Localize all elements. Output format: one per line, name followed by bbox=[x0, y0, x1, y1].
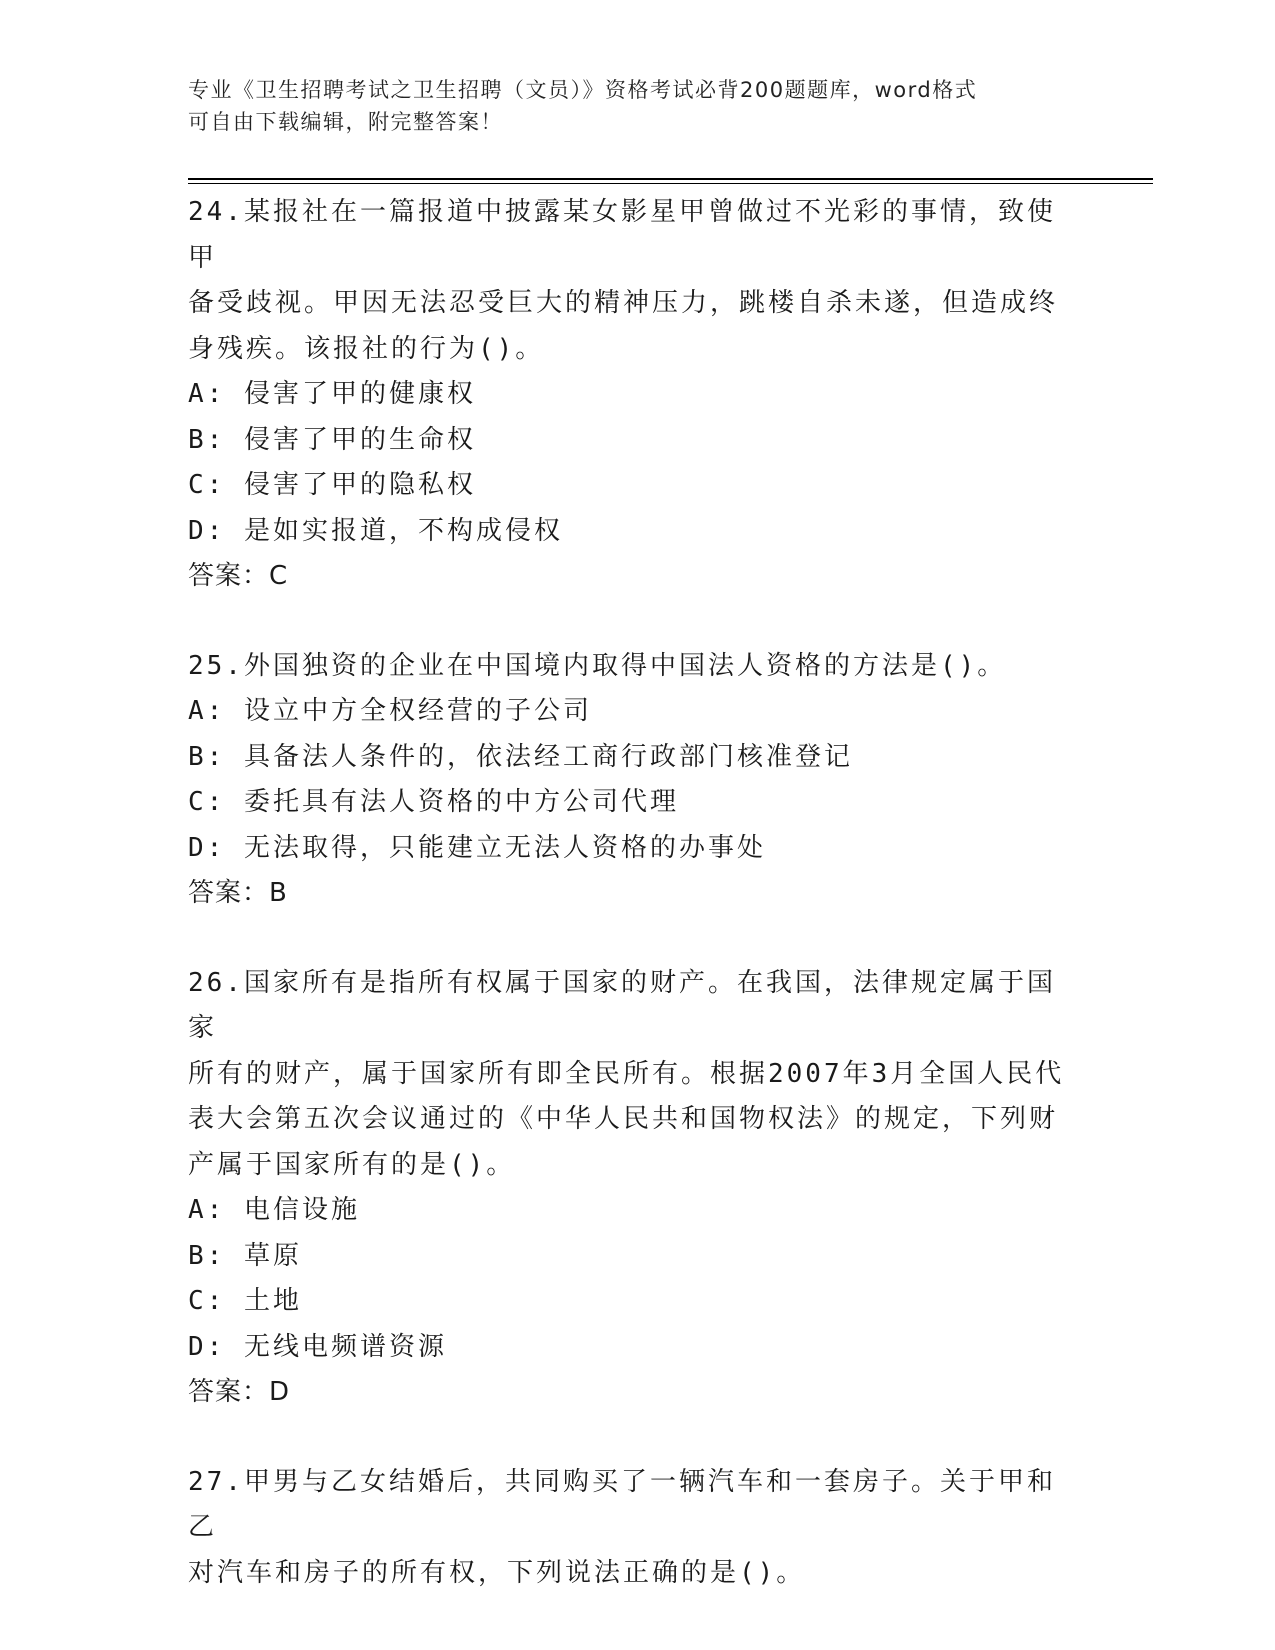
question-text-line: 对汽车和房子的所有权，下列说法正确的是()。 bbox=[188, 1557, 806, 1588]
header-rule-thin bbox=[188, 183, 1153, 184]
option-a: A: 电信设施 bbox=[188, 1195, 360, 1225]
option-d: D: 无线电频谱资源 bbox=[188, 1331, 447, 1362]
question-text-line: 身残疾。该报社的行为()。 bbox=[188, 333, 545, 364]
question-25 bbox=[188, 644, 1068, 917]
header-line-2: 可自由下载编辑，附完整答案！ bbox=[188, 110, 503, 134]
question-text-line: 表大会第五次会议通过的《中华人民共和国物权法》的规定，下列财 bbox=[188, 1104, 1059, 1134]
question-text-line: 产属于国家所有的是()。 bbox=[188, 1149, 516, 1180]
spacer bbox=[188, 1416, 1068, 1460]
option-d: D: 无法取得，只能建立无法人资格的办事处 bbox=[188, 832, 766, 863]
question-list bbox=[188, 190, 1068, 1596]
answer: 答案：C bbox=[188, 561, 289, 591]
option-c: C: 侵害了甲的隐私权 bbox=[188, 470, 476, 500]
header-rule-thick bbox=[188, 178, 1153, 180]
question-26 bbox=[188, 961, 1068, 1416]
question-text-line: 25.外国独资的企业在中国境内取得中国法人资格的方法是()。 bbox=[188, 650, 1007, 681]
option-c: C: 委托具有法人资格的中方公司代理 bbox=[188, 787, 679, 817]
spacer bbox=[188, 600, 1068, 644]
spacer bbox=[188, 917, 1068, 961]
question-27 bbox=[188, 1460, 1068, 1597]
answer: 答案：B bbox=[188, 878, 288, 908]
question-text-line: 备受歧视。甲因无法忍受巨大的精神压力，跳楼自杀未遂，但造成终 bbox=[188, 288, 1059, 318]
question-text-line: 24.某报社在一篇报道中披露某女影星甲曾做过不光彩的事情，致使甲 bbox=[188, 197, 1056, 273]
document-header bbox=[188, 74, 1068, 138]
question-text-line: 26.国家所有是指所有权属于国家的财产。在我国，法律规定属于国家 bbox=[188, 967, 1056, 1043]
option-d: D: 是如实报道，不构成侵权 bbox=[188, 515, 563, 546]
option-b: B: 侵害了甲的生命权 bbox=[188, 424, 476, 455]
header-line-1: 专业《卫生招聘考试之卫生招聘（文员）》资格考试必背200题题库，word格式 bbox=[188, 78, 978, 102]
question-24 bbox=[188, 190, 1068, 600]
question-text-line: 27.甲男与乙女结婚后，共同购买了一辆汽车和一套房子。关于甲和乙 bbox=[188, 1466, 1056, 1542]
option-a: A: 设立中方全权经营的子公司 bbox=[188, 696, 592, 726]
question-text-line: 所有的财产，属于国家所有即全民所有。根据2007年3月全国人民代 bbox=[188, 1058, 1065, 1089]
option-b: B: 草原 bbox=[188, 1240, 302, 1271]
answer: 答案：D bbox=[188, 1377, 291, 1407]
option-c: C: 土地 bbox=[188, 1286, 302, 1316]
option-b: B: 具备法人条件的，依法经工商行政部门核准登记 bbox=[188, 741, 853, 772]
option-a: A: 侵害了甲的健康权 bbox=[188, 379, 476, 409]
